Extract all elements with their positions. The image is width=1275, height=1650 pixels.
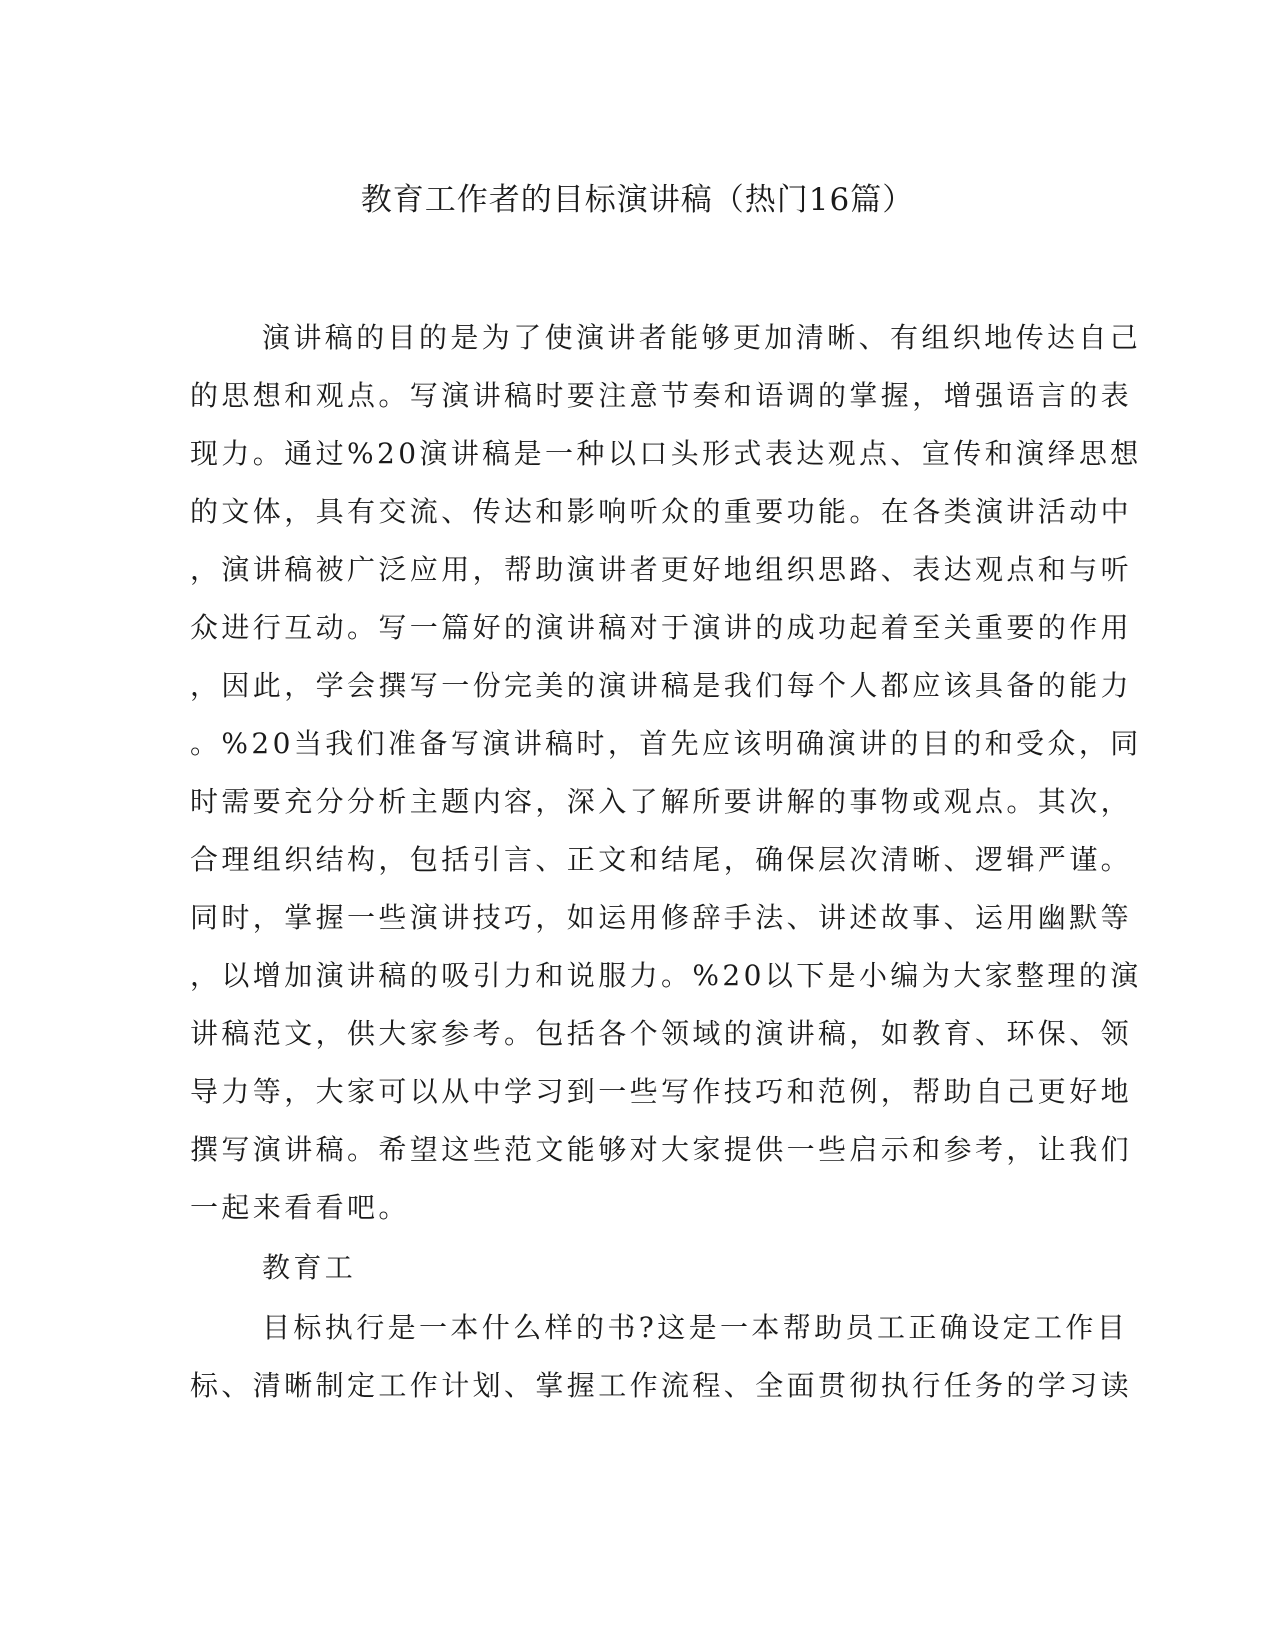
intro-line: 合理组织结构，包括引言、正文和结尾，确保层次清晰、逻辑严谨。 bbox=[190, 843, 1133, 876]
intro-line: ，演讲稿被广泛应用，帮助演讲者更好地组织思路、表达观点和与听 bbox=[190, 553, 1133, 586]
intro-line: 众进行互动。写一篇好的演讲稿对于演讲的成功起着至关重要的作用 bbox=[190, 611, 1133, 644]
intro-line: 时需要充分分析主题内容，深入了解所要讲解的事物或观点。其次， bbox=[190, 785, 1133, 818]
intro-line: 。%20当我们准备写演讲稿时，首先应该明确演讲的目的和受众，同 bbox=[190, 727, 1142, 760]
intro-line: ，因此，学会撰写一份完美的演讲稿是我们每个人都应该具备的能力 bbox=[190, 669, 1133, 702]
intro-line: 的文体，具有交流、传达和影响听众的重要功能。在各类演讲活动中 bbox=[190, 495, 1133, 528]
body-line: 目标执行是一本什么样的书?这是一本帮助员工正确设定工作目 bbox=[262, 1311, 1129, 1344]
intro-line: 同时，掌握一些演讲技巧，如运用修辞手法、讲述故事、运用幽默等 bbox=[190, 901, 1133, 934]
intro-line: 导力等，大家可以从中学习到一些写作技巧和范例，帮助自己更好地 bbox=[190, 1075, 1133, 1108]
intro-line: 现力。通过%20演讲稿是一种以口头形式表达观点、宣传和演绎思想 bbox=[190, 437, 1142, 470]
intro-line: 演讲稿的目的是为了使演讲者能够更加清晰、有组织地传达自己 bbox=[262, 321, 1142, 354]
intro-line: 撰写演讲稿。希望这些范文能够对大家提供一些启示和参考，让我们 bbox=[190, 1133, 1133, 1166]
intro-line: ，以增加演讲稿的吸引力和说服力。%20以下是小编为大家整理的演 bbox=[190, 959, 1142, 992]
intro-line: 讲稿范文，供大家参考。包括各个领域的演讲稿，如教育、环保、领 bbox=[190, 1017, 1133, 1050]
document-title: 教育工作者的目标演讲稿（热门16篇） bbox=[360, 182, 915, 218]
intro-line: 一起来看看吧。 bbox=[190, 1191, 410, 1224]
intro-line: 的思想和观点。写演讲稿时要注意节奏和语调的掌握，增强语言的表 bbox=[190, 379, 1133, 412]
body-line: 标、清晰制定工作计划、掌握工作流程、全面贯彻执行任务的学习读 bbox=[190, 1369, 1133, 1402]
section-heading: 教育工 bbox=[262, 1251, 357, 1284]
